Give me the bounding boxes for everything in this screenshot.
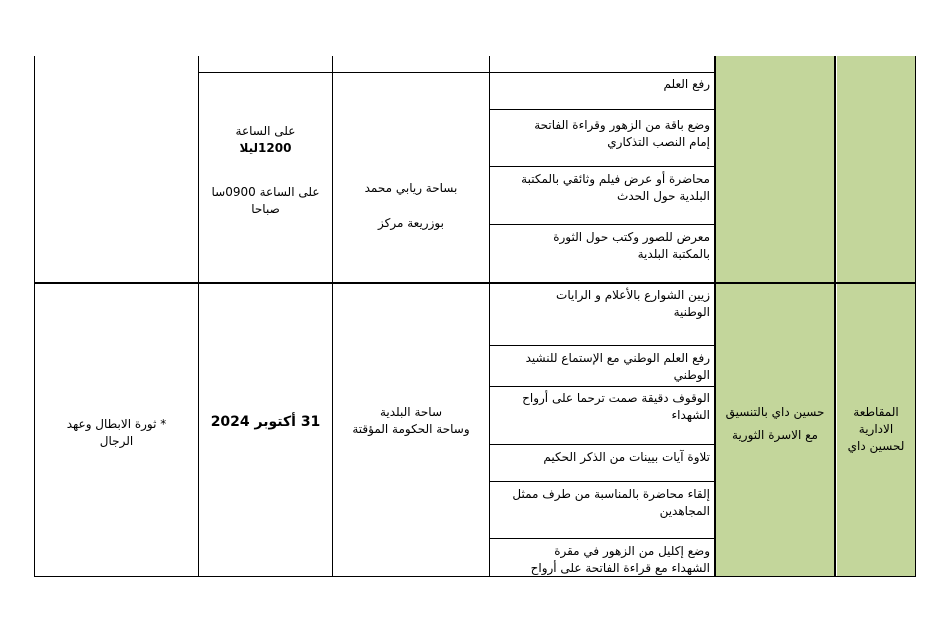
activity-line: وضع إكليل من الزهور في مقرة xyxy=(554,544,710,558)
table-border-left xyxy=(34,56,35,577)
row2-activity-divider-5 xyxy=(490,538,715,539)
time-line: على الساعة xyxy=(235,124,296,138)
row1-activity-divider-2 xyxy=(490,166,715,167)
row1-activity-3 xyxy=(521,171,710,205)
activity-line: وضع باقة من الزهور وقراءة الفاتحة xyxy=(534,118,710,132)
activity-line: الشهداء xyxy=(671,408,710,422)
table-bottom-border xyxy=(34,576,916,577)
table-border-v5 xyxy=(834,56,836,577)
row2-activity-4 xyxy=(543,449,710,466)
activity-line: الوطني xyxy=(673,368,710,382)
row2-activity-5 xyxy=(512,486,710,520)
row1-place xyxy=(333,180,489,232)
row2-activity-2 xyxy=(526,350,710,384)
row2-activity-divider-3 xyxy=(490,444,715,445)
row2-activity-divider-2 xyxy=(490,386,715,387)
event-theme xyxy=(35,416,198,450)
activity-line: زيين الشوارع بالأعلام و الرايات xyxy=(556,288,710,302)
admin-division xyxy=(837,404,915,455)
activity-line: الوقوف دقيقة صمت ترحما على أرواح xyxy=(522,391,710,405)
table-border-v4 xyxy=(714,56,716,577)
activity-line: رفع العلم xyxy=(663,77,710,91)
admin-line: المقاطعة xyxy=(853,405,899,419)
organizer-line: مع الاسرة الثورية xyxy=(732,428,818,442)
row2-activity-3 xyxy=(522,390,710,424)
admin-column-fill xyxy=(837,56,915,577)
activity-line: معرض للصور وكتب حول الثورة xyxy=(553,230,710,244)
table-border-right xyxy=(915,56,916,577)
row2-place xyxy=(333,404,489,438)
table-border-v3 xyxy=(489,56,490,577)
row1-activity-divider-1 xyxy=(490,109,715,110)
row1-activity-divider-3 xyxy=(490,224,715,225)
row1-activity-2 xyxy=(534,117,710,151)
row1-activity-4 xyxy=(553,229,710,263)
row1-top-border xyxy=(198,72,715,73)
place-line: ساحة البلدية xyxy=(379,405,443,419)
row-separator xyxy=(34,282,916,284)
activity-line: رفع العلم الوطني مع الإستماع للنشيد xyxy=(525,351,710,365)
row2-activity-6 xyxy=(531,543,710,577)
activity-line: تلاوة آيات بيينات من الذكر الحكيم xyxy=(543,450,710,464)
time-line: 1200ليلا xyxy=(239,141,292,155)
activity-line: المجاهدين xyxy=(659,504,710,518)
activity-line: البلدية حول الحدث xyxy=(617,189,710,203)
admin-line: الادارية xyxy=(858,422,894,436)
organizer xyxy=(716,404,834,444)
event-date xyxy=(199,414,332,431)
row2-activity-divider-1 xyxy=(490,345,715,346)
activity-line: محاضرة أو عرض فيلم وثائقي بالمكتبة xyxy=(521,172,710,186)
date-text: 31 أكتوبر 2024 xyxy=(210,414,321,430)
organizer-column-fill xyxy=(716,56,834,577)
theme-line: الرجال xyxy=(99,434,134,448)
activity-line: إمام النصب التذكاري xyxy=(607,135,710,149)
theme-line: * ثورة الابطال وعهد xyxy=(66,417,167,431)
row1-time xyxy=(199,123,332,218)
row2-activity-1 xyxy=(556,287,710,321)
place-line: بوزريعة مركز xyxy=(378,216,444,230)
activity-line: بالمكتبة البلدية xyxy=(637,247,710,261)
organizer-line: حسين داي بالتنسيق xyxy=(725,405,825,419)
row2-activity-divider-4 xyxy=(490,481,715,482)
row1-activity-1 xyxy=(664,76,710,93)
place-line: بساحة ريابي محمد xyxy=(364,181,458,195)
activity-line: الشهداء مع قراءة الفاتحة على أرواح xyxy=(530,561,710,575)
activity-line: الوطنية xyxy=(673,305,710,319)
table-border-v2 xyxy=(332,56,333,577)
time-line: صباحا xyxy=(251,202,280,216)
time-line: على الساعة 0900سا xyxy=(211,185,320,199)
admin-line: لحسين داي xyxy=(847,439,905,453)
place-line: وساحة الحكومة المؤقتة xyxy=(352,422,470,436)
activity-line: إلقاء محاضرة بالمناسبة من طرف ممثل xyxy=(512,487,710,501)
